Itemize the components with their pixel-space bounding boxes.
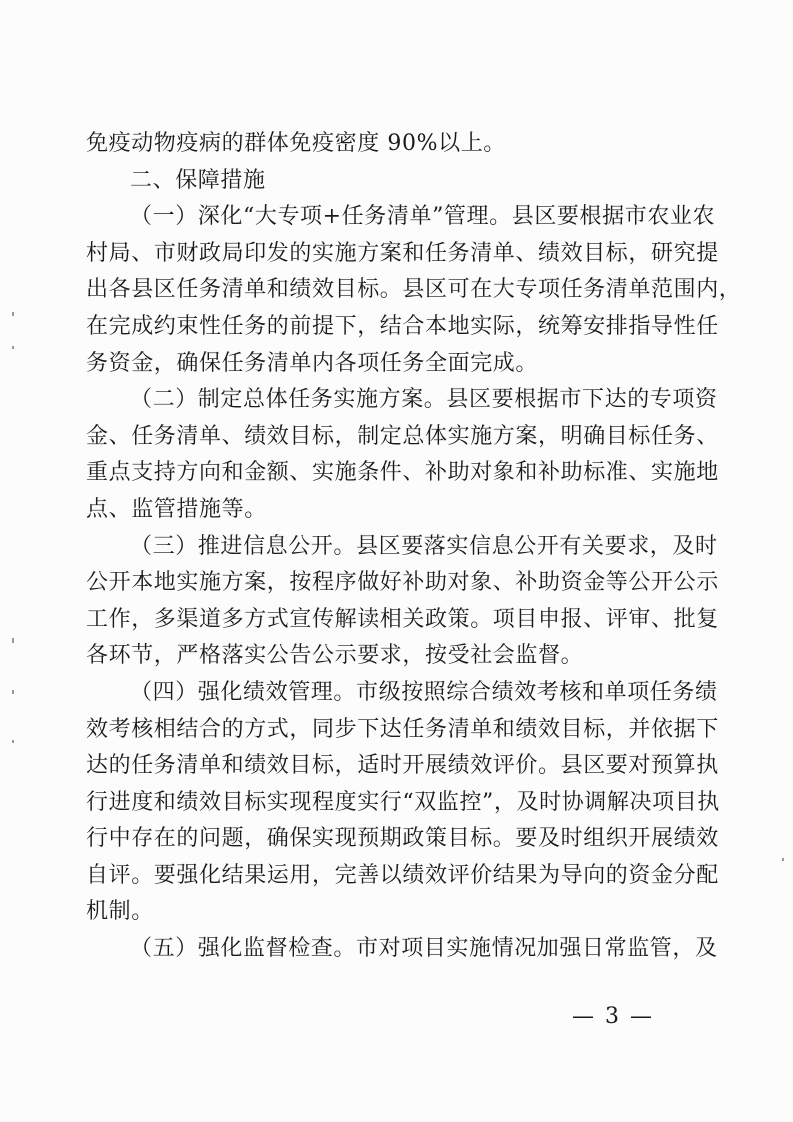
page-number: — 3 — — [572, 1004, 654, 1029]
section-heading: 二、保障措施 — [130, 167, 266, 193]
text-line: （一）深化“大专项+任务清单”管理。县区要根据市农业农 — [130, 204, 716, 230]
text-line: 行中存在的问题，确保实现预期政策目标。要及时组织开展绩效 — [86, 826, 719, 852]
text-line: 在完成约束性任务的前提下，结合本地实际，统筹安排指导性任 — [86, 313, 719, 339]
text-line: 金、任务清单、绩效目标，制定总体实施方案，明确目标任务、 — [86, 423, 719, 449]
text-line: 效考核相结合的方式，同步下达任务清单和绩效目标，并依据下 — [86, 716, 719, 742]
text-line: 免疫动物疫病的群体免疫密度 90%以上。 — [86, 131, 506, 156]
text-line: 各环节，严格落实公告公示要求，按受社会监督。 — [86, 643, 584, 669]
text-line: 达的任务清单和绩效目标，适时开展绩效评价。县区要对预算执 — [86, 753, 719, 779]
text-line: （五）强化监督检查。市对项目实施情况加强日常监管，及 — [130, 936, 718, 962]
text-line: 务资金，确保任务清单内各项任务全面完成。 — [86, 350, 539, 376]
scan-mark — [12, 740, 14, 743]
text-line: （二）制定总体任务实施方案。县区要根据市下达的专项资 — [130, 387, 718, 413]
text-line: （三）推进信息公开。县区要落实信息公开有关要求，及时 — [130, 533, 718, 559]
scan-mark — [12, 312, 14, 316]
text-line: 点、监管措施等。 — [86, 496, 267, 522]
text-line: 行进度和绩效目标实现程度实行“双监控”，及时协调解决项目执 — [86, 789, 720, 815]
text-line: 机制。 — [86, 899, 154, 925]
text-line: 出各县区任务清单和绩效目标。县区可在大专项任务清单范围内， — [86, 277, 742, 303]
text-line: 重点支持方向和金额、实施条件、补助对象和补助标准、实施地 — [86, 460, 719, 486]
text-line: （四）强化绩效管理。市级按照综合绩效考核和单项任务绩 — [130, 679, 718, 705]
scan-mark — [12, 346, 14, 349]
text-line: 自评。要强化结果运用，完善以绩效评价结果为导向的资金分配 — [86, 862, 719, 888]
scan-mark — [12, 690, 14, 694]
document-body — [86, 126, 742, 968]
scan-mark — [782, 858, 784, 861]
text-line: 工作，多渠道多方式宣传解读相关政策。项目申报、评审、批复 — [86, 606, 719, 632]
text-line: 村局、市财政局印发的实施方案和任务清单、绩效目标，研究提 — [86, 240, 719, 266]
scan-mark — [12, 638, 14, 643]
text-line: 公开本地实施方案，按程序做好补助对象、补助资金等公开公示 — [86, 570, 719, 596]
